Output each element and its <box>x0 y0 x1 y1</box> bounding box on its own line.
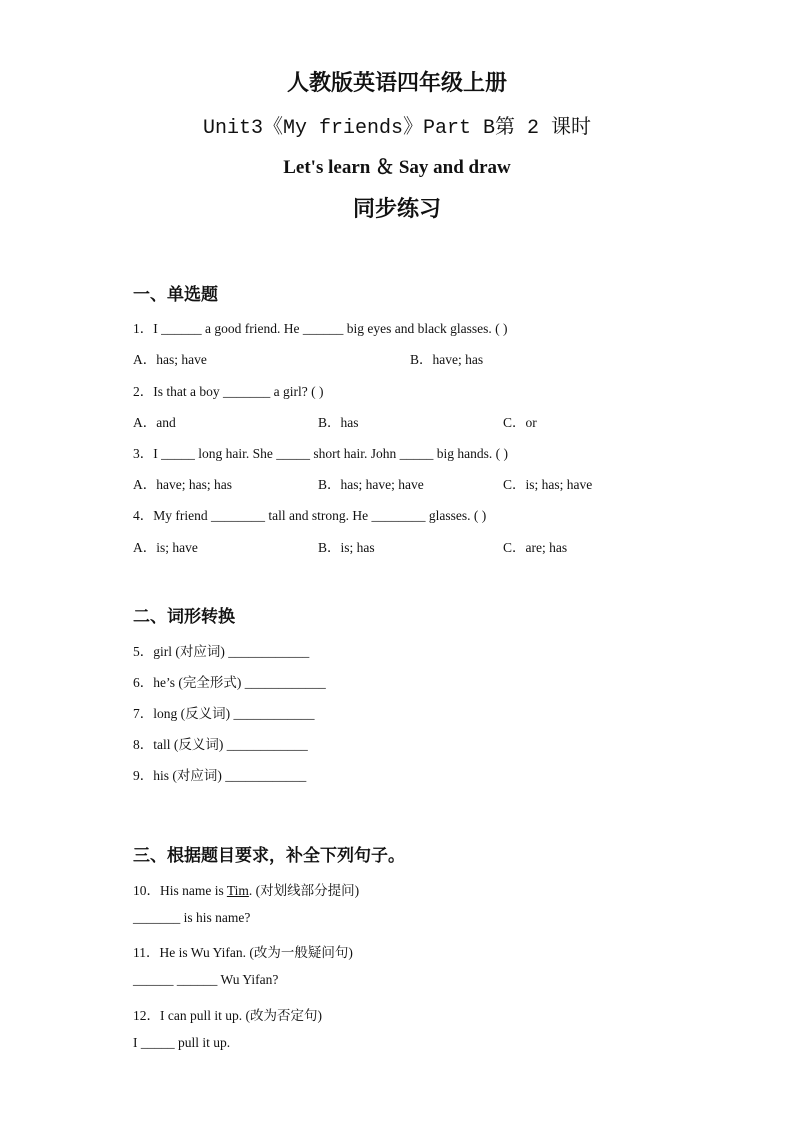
question-2-option-b: B．has <box>318 415 359 430</box>
question-8: 8．tall (反义词) ____________ <box>133 737 308 752</box>
question-2-option-c: C．or <box>503 415 537 430</box>
question-6: 6．he’s (完全形式) ____________ <box>133 675 326 690</box>
section-heading-complete-sentences: 三、根据题目要求，补全下列句子。 <box>133 846 405 866</box>
question-12-answer-line: I _____ pull it up. <box>133 1035 231 1050</box>
worksheet-title: 人教版英语四年级上册 <box>286 70 507 96</box>
question-4-option-b: B．is; has <box>318 540 375 555</box>
worksheet-type: 同步练习 <box>352 196 441 222</box>
question-1: 1．I ______ a good friend. He ______ big eyes and black glasses. ( ) <box>133 321 508 336</box>
question-10-answer-line: _______ is his name? <box>133 910 251 925</box>
question-10-prefix: 10．His name is <box>133 883 227 898</box>
question-7: 7．long (反义词) ____________ <box>133 706 315 721</box>
question-11-answer-line: ______ ______ Wu Yifan? <box>133 972 279 987</box>
lesson-subtitle: Let's learn ＆ Say and draw <box>283 157 511 178</box>
question-1-option-a: A．has; have <box>133 352 207 367</box>
section-heading-word-forms: 二、词形转换 <box>133 607 235 627</box>
question-10-underlined-word: Tim <box>226 883 249 898</box>
question-2-option-a: A．and <box>133 415 176 430</box>
question-3-option-c: C．is; has; have <box>503 477 593 492</box>
question-4: 4．My friend ________ tall and strong. He ________ glasses. ( ) <box>133 508 487 523</box>
lesson-title: Unit3《My friends》Part B第 2 课时 <box>202 117 592 140</box>
question-10 <box>133 879 359 899</box>
question-11: 11．He is Wu Yifan. (改为一般疑问句) <box>133 945 353 960</box>
question-10-suffix: . (对划线部分提问) <box>248 883 360 898</box>
question-3: 3．I _____ long hair. She _____ short hair. John _____ big hands. ( ) <box>133 446 508 461</box>
question-3-option-a: A．have; has; has <box>133 477 232 492</box>
question-4-option-c: C．are; has <box>503 540 568 555</box>
question-2: 2．Is that a boy _______ a girl? ( ) <box>133 384 324 399</box>
section-heading-single-choice: 一、单选题 <box>133 285 218 305</box>
question-12: 12．I can pull it up. (改为否定句) <box>133 1008 322 1023</box>
question-3-option-b: B．has; have; have <box>318 477 424 492</box>
question-9: 9．his (对应词) ____________ <box>133 768 307 783</box>
question-1-option-b: B．have; has <box>410 352 484 367</box>
question-4-option-a: A．is; have <box>133 540 198 555</box>
question-5: 5．girl (对应词) ____________ <box>133 644 310 659</box>
